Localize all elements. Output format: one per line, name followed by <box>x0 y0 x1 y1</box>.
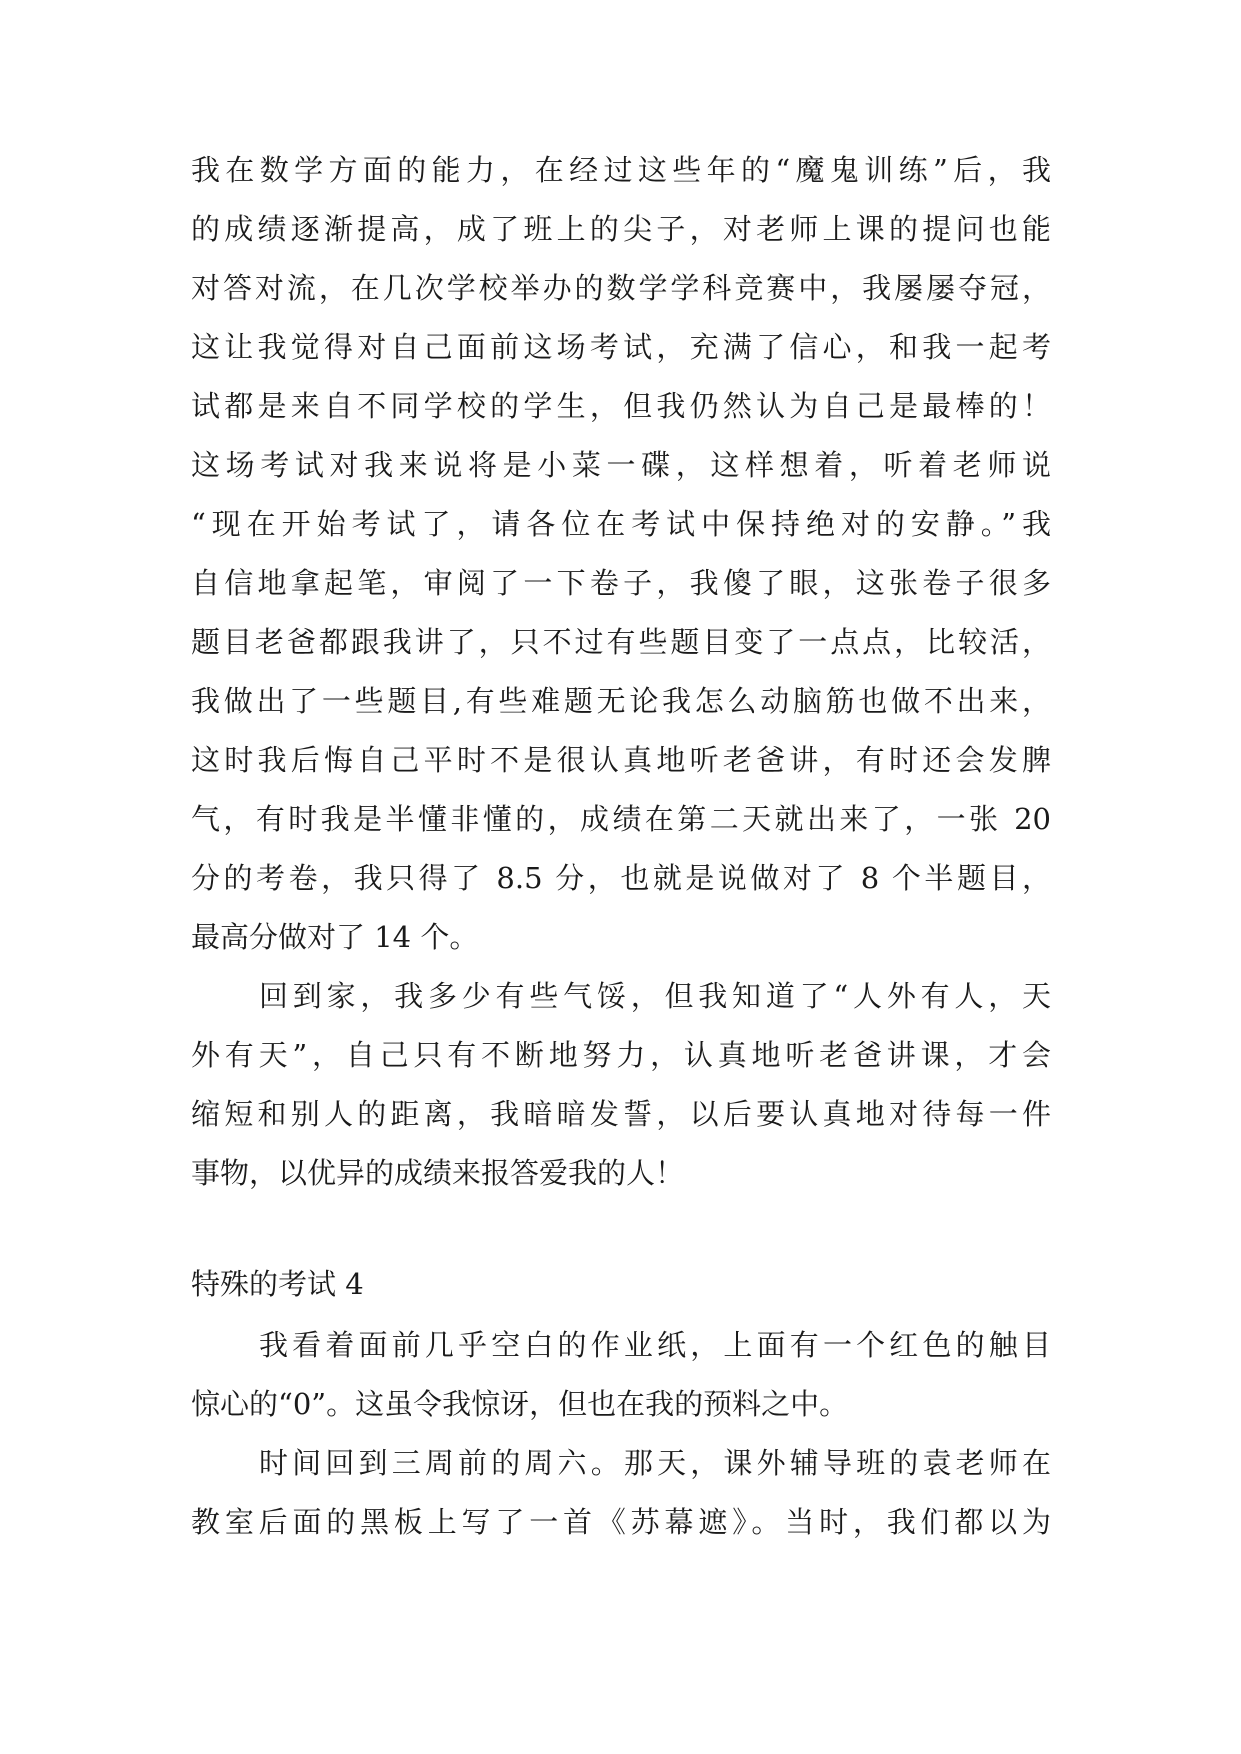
text-line: “现在开始考试了，请各位在考试中保持绝对的安静。”我 <box>191 507 1051 541</box>
text-line: 对答对流，在几次学校举办的数学学科竞赛中，我屡屡夺冠， <box>191 271 1051 305</box>
text-line: 缩短和别人的距离，我暗暗发誓，以后要认真地对待每一件 <box>191 1097 1051 1131</box>
text-line: 自信地拿起笔，审阅了一下卷子，我傻了眼，这张卷子很多 <box>191 566 1051 600</box>
text-line: 外有天”，自己只有不断地努力，认真地听老爸讲课，才会 <box>191 1038 1051 1072</box>
text-line: 这时我后悔自己平时不是很认真地听老爸讲，有时还会发脾 <box>191 743 1051 777</box>
text-line: 试都是来自不同学校的学生，但我仍然认为自己是最棒的！ <box>191 389 1051 423</box>
text-line: 惊心的“0”。这虽令我惊讶，但也在我的预料之中。 <box>191 1387 849 1421</box>
text-line: 最高分做对了 14 个。 <box>191 920 479 954</box>
text-line: 我在数学方面的能力，在经过这些年的“魔鬼训练”后，我 <box>191 153 1051 187</box>
text-line: 我看着面前几乎空白的作业纸，上面有一个红色的触目 <box>259 1328 1051 1362</box>
text-line: 这场考试对我来说将是小菜一碟，这样想着，听着老师说 <box>191 448 1051 482</box>
text-line: 题目老爸都跟我讲了，只不过有些题目变了一点点，比较活， <box>191 625 1051 659</box>
text-line: 的成绩逐渐提高，成了班上的尖子，对老师上课的提问也能 <box>191 212 1051 246</box>
text-line: 气，有时我是半懂非懂的，成绩在第二天就出来了，一张 20 <box>191 802 1051 836</box>
text-line: 时间回到三周前的周六。那天，课外辅导班的袁老师在 <box>259 1446 1051 1480</box>
text-line: 分的考卷，我只得了 8.5 分，也就是说做对了 8 个半题目， <box>191 861 1051 895</box>
text-line: 这让我觉得对自己面前这场考试，充满了信心，和我一起考 <box>191 330 1051 364</box>
text-line: 回到家，我多少有些气馁，但我知道了“人外有人，天 <box>259 979 1051 1013</box>
text-line: 教室后面的黑板上写了一首《苏幕遮》。当时，我们都以为 <box>191 1505 1051 1539</box>
section-title: 特殊的考试 4 <box>191 1267 364 1301</box>
text-line: 事物，以优异的成绩来报答爱我的人！ <box>191 1156 685 1190</box>
text-line: 我做出了一些题目,有些难题无论我怎么动脑筋也做不出来， <box>191 684 1051 718</box>
